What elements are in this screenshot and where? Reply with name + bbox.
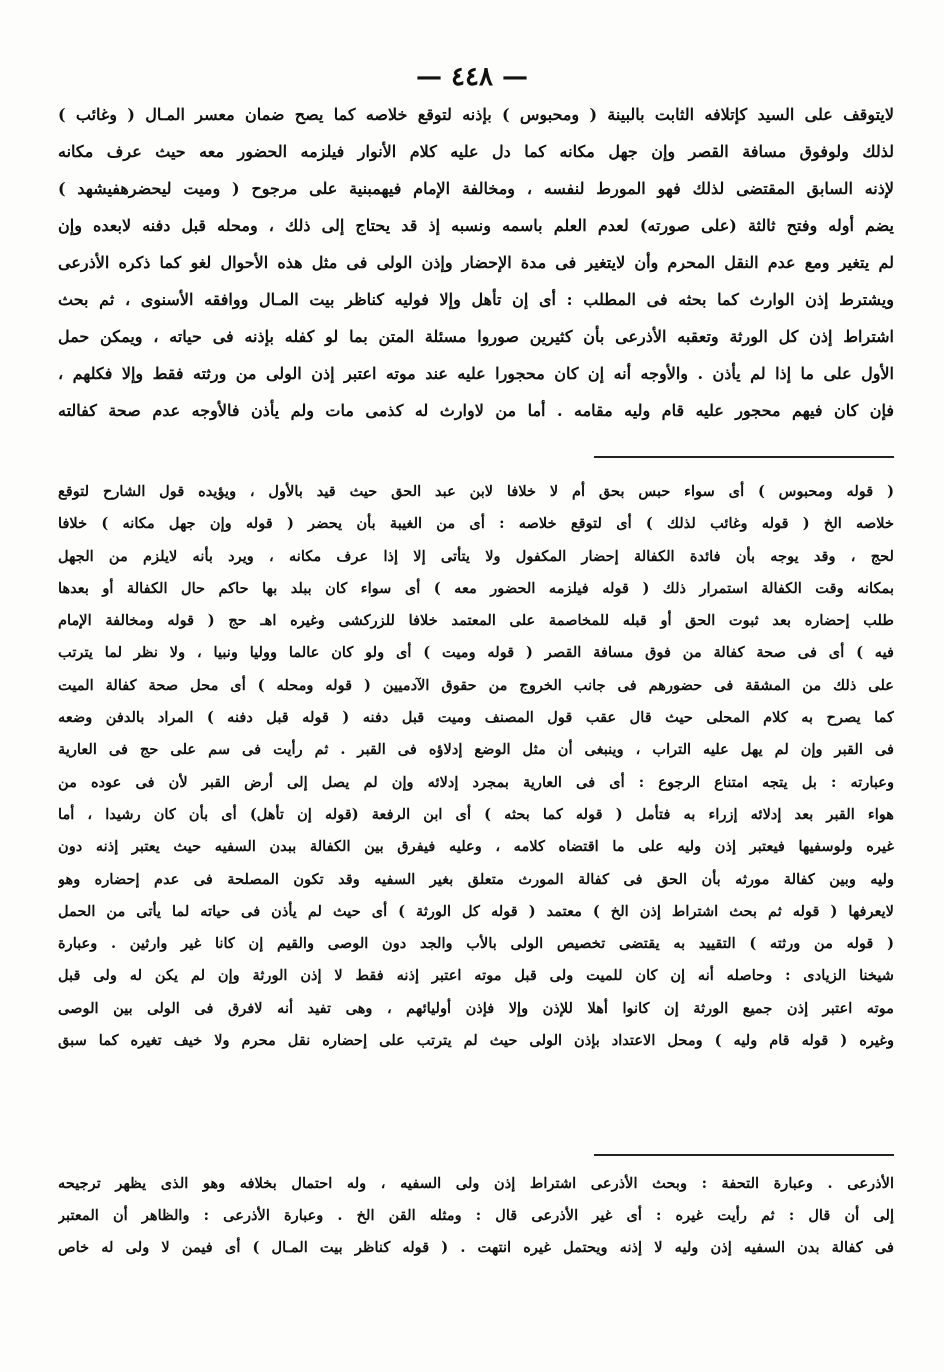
footnote-line: فى كفالة بدن السفيه إذن وليه لا إذنه ويحتمل غيره انتهت . ( قوله كناظر بيت المـال ) أى فيمن لا ولى له خاص — [58, 1239, 894, 1256]
commentary-line: بمكانه وقت الكفالة استمرار ذلك ( قوله فيلزمه الحضور معه ) أى سواء كان ببلد بها حاكم حال الكفالة أو بعدها — [58, 579, 894, 597]
footnote-line: الأذرعى . وعبارة التحفة : وبحث الأذرعى اشتراط إذن ولى السفيه ، وله احتمال بخلافه وهو الذى يظهر ترجيحه — [58, 1175, 894, 1192]
commentary-line: فيه ) أى فى صحة كفالة من فوق مسافة القصر ( قوله وميت ) أى ولو كان عالما ووليا ونبيا ، ولا نظر لما يترتب — [58, 644, 894, 662]
footnote-text — [58, 1168, 894, 1264]
main-line: لم يتغير ومع عدم النقل المحرم وأن لايتغير فى مدة الإحضار وإذن الولى فى مثل هذه الأحوال لغو كما ذكره الأذرعى — [58, 253, 894, 272]
commentary-line: وليه وبين كفالة مورثه بأن الحق فى كفالة المورث متعلق بغير السفيه وقد تكون المصلحة فى عدم إحضاره وهو — [58, 870, 894, 888]
section-divider — [594, 456, 894, 458]
commentary-line: ( قوله ومحبوس ) أى سواء حبس بحق أم لا خلافا لابن عبد الحق حيث قيد بالأول ، ويؤيده قول الشارح لتوقع — [58, 483, 894, 500]
page-number: — ٤٤٨ — — [415, 62, 529, 92]
commentary-line: موته اعتبر إذن جميع الورثة إن كانوا أهلا للإذن وإلا فإذن أوليائهم ، وهى تفيد أنه لافرق فى الولى بين الوصى — [58, 999, 894, 1017]
commentary-line: لايعرفها ( قوله ثم بحث اشتراط إذن الخ ) معتمد ( قوله كل الورثة ) أى حيث لم يأذن فى حياته لما يأتى من الحمل — [58, 902, 894, 920]
footnote-line: إلى أن قال : ثم رأيت غيره : أى غير الأذرعى قال : ومثله القن الخ . وعبارة الأذرعى : والظاهر أن المعتبر — [58, 1207, 894, 1224]
commentary-line: خلاصه الخ ( قوله وغائب لذلك ) أى لتوقع خلاصه : أى من الغيبة بأن يحضر ( قوله وإن جهل مكانه ) خلافا — [58, 515, 894, 533]
commentary-line: على ذلك من المشقة فى حضورهم فى جانب الخروج من حقوق الآدميين ( قوله ومحله ) أى محل صحة كفالة الميت — [58, 676, 894, 694]
main-line: الأول على ما إذا لم يأذن . والأوجه أنه إن كان محجورا عليه عند موته اعتبر إذن الولى من ورثته فقط وإلا فكلهم ، — [58, 364, 894, 383]
commentary-line: وعبارته : بل يتجه امتناع الرجوع : أى فى العارية بمجرد إدلائه وإن لم يصل إلى أرض القبر لأن فى عوده من — [58, 773, 894, 791]
commentary-line: هواء القبر بعد إدلائه إزراء به فتأمل ( قوله كما بحثه ) أى ابن الرفعة (قوله إن تأهل) أى بأن كان رشيدا ، أما — [58, 805, 894, 823]
section-divider — [594, 1154, 894, 1156]
main-line: لذلك ولوفوق مسافة القصر وإن جهل مكانه كما دل عليه كلام الأنوار فيلزمه الحضور معه حيث عرف مكانه — [58, 142, 894, 161]
commentary-line: وغيره ( قوله قام وليه ) ومحل الاعتداد بإذن الولى حيث لم يترتب على إحضاره نقل محرم ولا خيف تغيره كما سبق — [58, 1032, 894, 1050]
main-line: لإذنه السابق المقتضى لذلك فهو المورط لنفسه ، ومخالفة الإمام فيهمبنية على مرجوح ( وميت ليحضرهفيشهد ) — [58, 179, 894, 198]
main-line: لايتوقف على السيد كإتلافه الثابت بالبينة ( ومحبوس ) بإذنه لتوقع خلاصه كما يصح ضمان معسر المـال ( وغائب ) — [58, 105, 894, 124]
commentary-line: كما يصرح به كلام المحلى حيث قال عقب قول المصنف وميت قبل دفنه ( قوله قبل دفنه ) المراد بالدفن وضعه — [58, 709, 894, 727]
commentary-line: فى القبر وإن لم يهل عليه التراب ، وينبغى أن مثل الوضع إدلاؤه فى القبر . ثم رأيت فى سم على حج فى العارية — [58, 741, 894, 759]
main-line: ويشترط إذن الوارث كما بحثه فى المطلب : أى إن تأهل وإلا فوليه كناظر بيت المـال ووافقه الأسنوى ، ثم بحث — [58, 290, 894, 309]
commentary-line: شيخنا الزيادى : وحاصله أنه إن كان للميت ولى قبل موته اعتبر إذنه فقط لا إذن الورثة وإن لم يكن له ولى قبل — [58, 967, 894, 985]
main-line: اشتراط إذن كل الورثة وتعقبه الأذرعى بأن كثيرين صوروا مسئلة المتن بما لو كفله بإذنه فى حياته ، ويمكن حمل — [58, 327, 894, 346]
commentary-line: لحج ، وقد يوجه بأن فائدة الكفالة إحضار المكفول ولا يتأتى إلا إذا عرف مكانه ، ويرد بأنه لايلزم من الجهل — [58, 547, 894, 565]
main-text — [58, 96, 894, 429]
main-line: فإن كان فيهم محجور عليه قام وليه مقامه . أما من لاوارث له كذمى مات ولم يأذن فالأوجه عدم صحة كفالته — [58, 401, 894, 420]
commentary-text — [58, 476, 894, 1057]
main-line: يضم أوله وفتح ثالثة (على صورته) لعدم العلم باسمه ونسبه إذ قد يحتاج إلى ذلك ، ومحله قبل دفنه لابعده وإن — [58, 216, 894, 235]
commentary-line: ( قوله من ورثته ) التقييد به يقتضى تخصيص الولى بالأب والجد دون الوصى والقيم إن كانا غير وارثين . وعبارة — [58, 935, 894, 953]
commentary-line: غيره ولوسفيها فيعتبر إذن وليه على ما اقتضاه كلامه ، وعليه فيفرق بين الكفالة ببدن السفيه حيث يعتبر إذنه دون — [58, 838, 894, 856]
commentary-line: طلب إحضاره بعد ثبوت الحق أو قبله للمخاصمة على المعتمد خلافا للزركشى وغيره اهـ حج ( قوله ومخالفة الإمام — [58, 612, 894, 630]
